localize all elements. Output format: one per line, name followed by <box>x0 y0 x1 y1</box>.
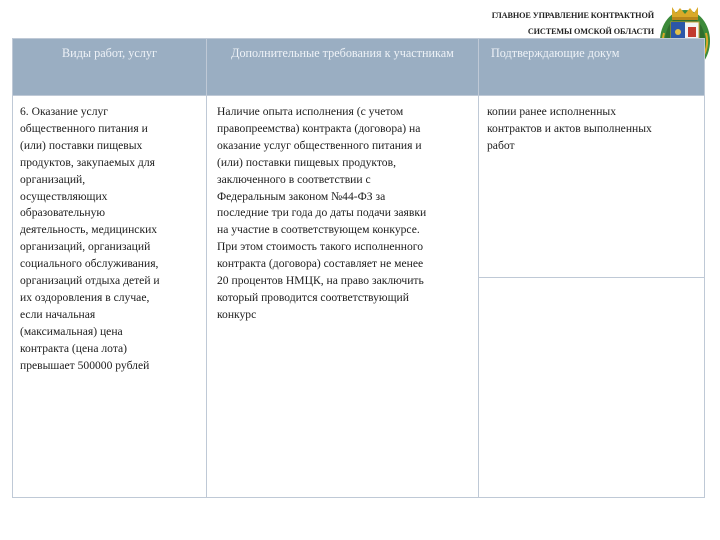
cell-text-line: организаций отдыха детей и <box>20 274 160 288</box>
requirements-table <box>12 38 705 498</box>
cell-text-line: если начальная <box>20 307 96 321</box>
cell-text-line: копии ранее исполненных <box>487 105 617 118</box>
cell-text-line: (максимальная) цена <box>20 324 123 338</box>
cell-text-line: 6. Оказание услуг <box>20 105 109 118</box>
organization-name-line-1: ГЛАВНОЕ УПРАВЛЕНИЕ КОНТРАКТНОЙ <box>491 11 654 20</box>
cell-text-line: на участие в соответствующем конкурсе. <box>217 223 420 237</box>
cell-text-line: организаций, организаций <box>20 240 151 254</box>
cell-text-line: последние три года до даты подачи заявки <box>217 206 427 220</box>
cell-text-line: образовательную <box>20 206 106 220</box>
organization-name-line-2: СИСТЕМЫ ОМСКОЙ ОБЛАСТИ <box>527 27 654 36</box>
column-header-work-types: Виды работ, услуг <box>13 39 207 96</box>
cell-text-line: 20 процентов НМЦК, на право заключить <box>217 274 424 288</box>
cell-text-line: оказание услуг общественного питания и <box>217 138 422 152</box>
cell-text-line: контракта (договора) составляет не менее <box>217 257 424 271</box>
column-header-confirming-documents: Подтверждающие докум <box>479 39 705 96</box>
table-header-row <box>13 39 705 96</box>
organization-header <box>404 8 654 40</box>
cell-text-line: осуществляющих <box>20 189 108 203</box>
cell-additional-requirements <box>207 96 479 498</box>
cell-text-line: их оздоровления в случае, <box>20 290 150 304</box>
cell-confirming-documents <box>479 96 705 278</box>
cell-text-line: При этом стоимость такого исполненного <box>217 240 424 254</box>
column-header-additional-requirements: Дополнительные требования к участникам <box>207 39 479 96</box>
cell-text-line: контрактов и актов выполненных <box>487 121 652 135</box>
cell-text-line: работ <box>487 138 515 152</box>
cell-empty <box>479 278 705 498</box>
cell-text-line: превышает 500000 рублей <box>20 358 150 372</box>
cell-text-line: организаций, <box>20 172 86 186</box>
cell-text-line: заключенного в соответствии с <box>217 172 371 186</box>
cell-text-line: который проводится соответствующий <box>217 290 409 304</box>
cell-text-line: конкурс <box>217 307 257 321</box>
cell-text-line: социального обслуживания, <box>20 257 159 271</box>
cell-work-type <box>13 96 207 498</box>
cell-text-line: правопреемства) контракта (договора) на <box>217 121 421 135</box>
table-row <box>13 96 705 278</box>
cell-text-line: общественного питания и <box>20 121 148 135</box>
cell-text-line: (или) поставки пищевых продуктов, <box>217 155 396 169</box>
cell-text-line: контракта (цена лота) <box>20 341 128 355</box>
cell-text-line: (или) поставки пищевых <box>20 138 143 152</box>
cell-text-line: деятельность, медицинских <box>20 223 158 237</box>
cell-text-line: Наличие опыта исполнения (с учетом <box>217 105 404 118</box>
cell-text-line: продуктов, закупаемых для <box>20 155 155 169</box>
cell-text-line: Федеральным законом №44-ФЗ за <box>217 189 386 203</box>
